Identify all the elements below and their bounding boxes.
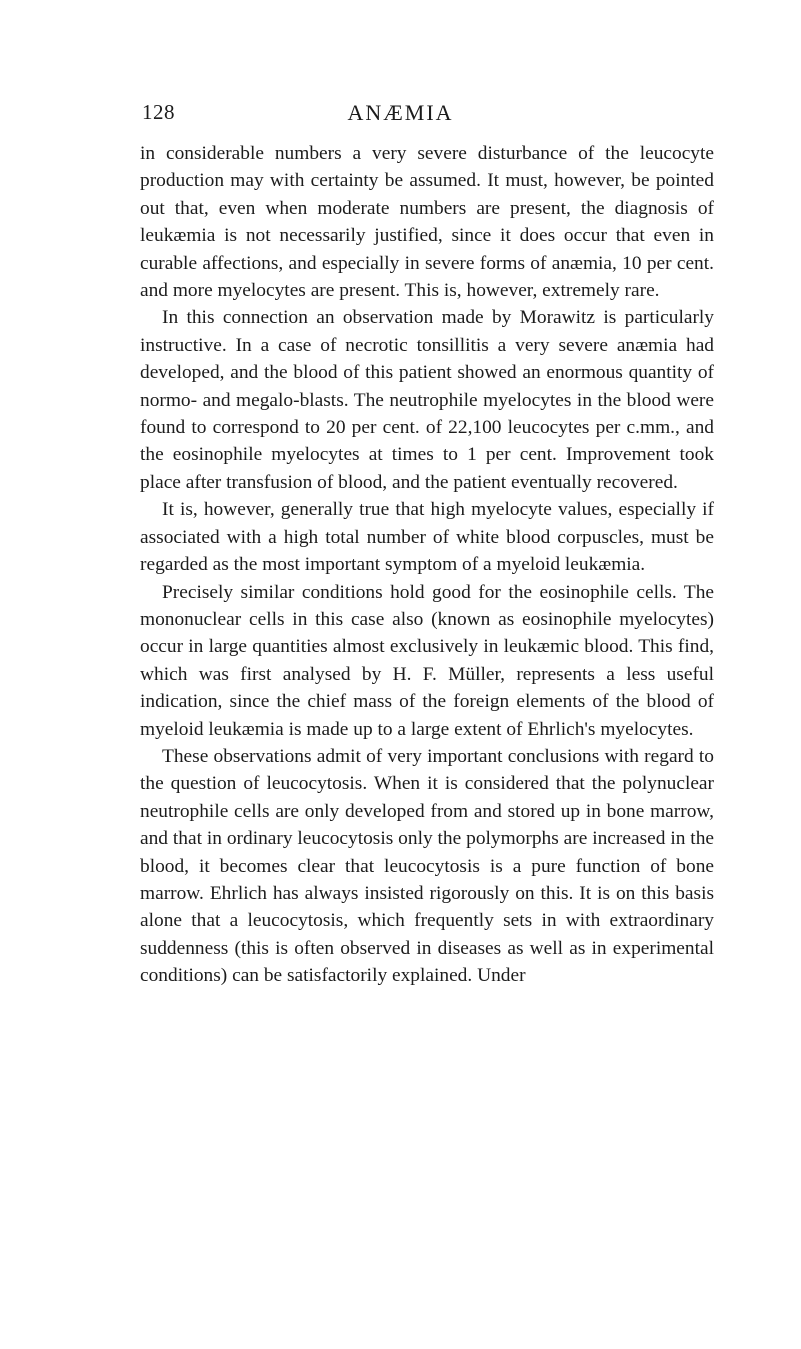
paragraph-continued: in considerable numbers a very severe disturbance of the leucocyte production may with certainty be assumed. It must, however, be pointed out that, even when moderate numbers are present, the diagnosis of leukæmia is not necessarily justified, since it does occur that even in curable affections, and especially in severe forms of anæmia, 10 per cent. and more myelocytes are present. This is, however, extremely rare.	[140, 143, 714, 302]
page-number: 128	[142, 100, 175, 124]
body-text	[140, 140, 714, 990]
running-head	[0, 100, 801, 140]
paragraph-leucocytosis: These observations admit of very important conclusions with regard to the question of leucocytosis. When it is considered that the polynuclear neutrophile cells are only developed from and stored up in bone marrow, and that in ordinary leucocytosis only the polymorphs are increased in the blood, it becomes clear that leucocytosis is a pure function of bone marrow. Ehrlich has always insisted rigorously on this. It is on this basis alone that a leucocytosis, which frequently sets in with extraordinary suddenness (this is often observed in diseases as well as in experimental conditions) can be satisfactorily explained. Under	[140, 745, 714, 987]
paragraph-eosinophile-cells: Precisely similar conditions hold good for the eosinophile cells. The mononuclear cells in this case also (known as eosinophile myelocytes) occur in large quantities almost exclusively in leukæmic blood. This find, which was first analysed by H. F. Müller, represents a less useful indication, since the chief mass of the foreign elements of the blood of myeloid leukæmia is made up to a large extent of Ehrlich's myelocytes.	[140, 581, 714, 740]
paragraph-myelocyte-values: It is, however, generally true that high myelocyte values, especially if associated with a high total number of white blood corpuscles, must be regarded as the most important symptom of a myeloid leukæmia.	[140, 499, 714, 576]
running-title: ANÆMIA	[347, 100, 454, 125]
paragraph-morawitz-case: In this connection an observation made by Morawitz is particularly instructive. In a case of necrotic tonsillitis a very severe anæmia had developed, and the blood of this patient showed an enormous quantity of normo- and megalo-blasts. The neutrophile myelocytes in the blood were found to correspond to 20 per cent. of 22,100 leucocytes per c.mm., and the eosinophile myelocytes at times to 1 per cent. Improvement took place after transfusion of blood, and the patient eventually recovered.	[140, 307, 714, 493]
